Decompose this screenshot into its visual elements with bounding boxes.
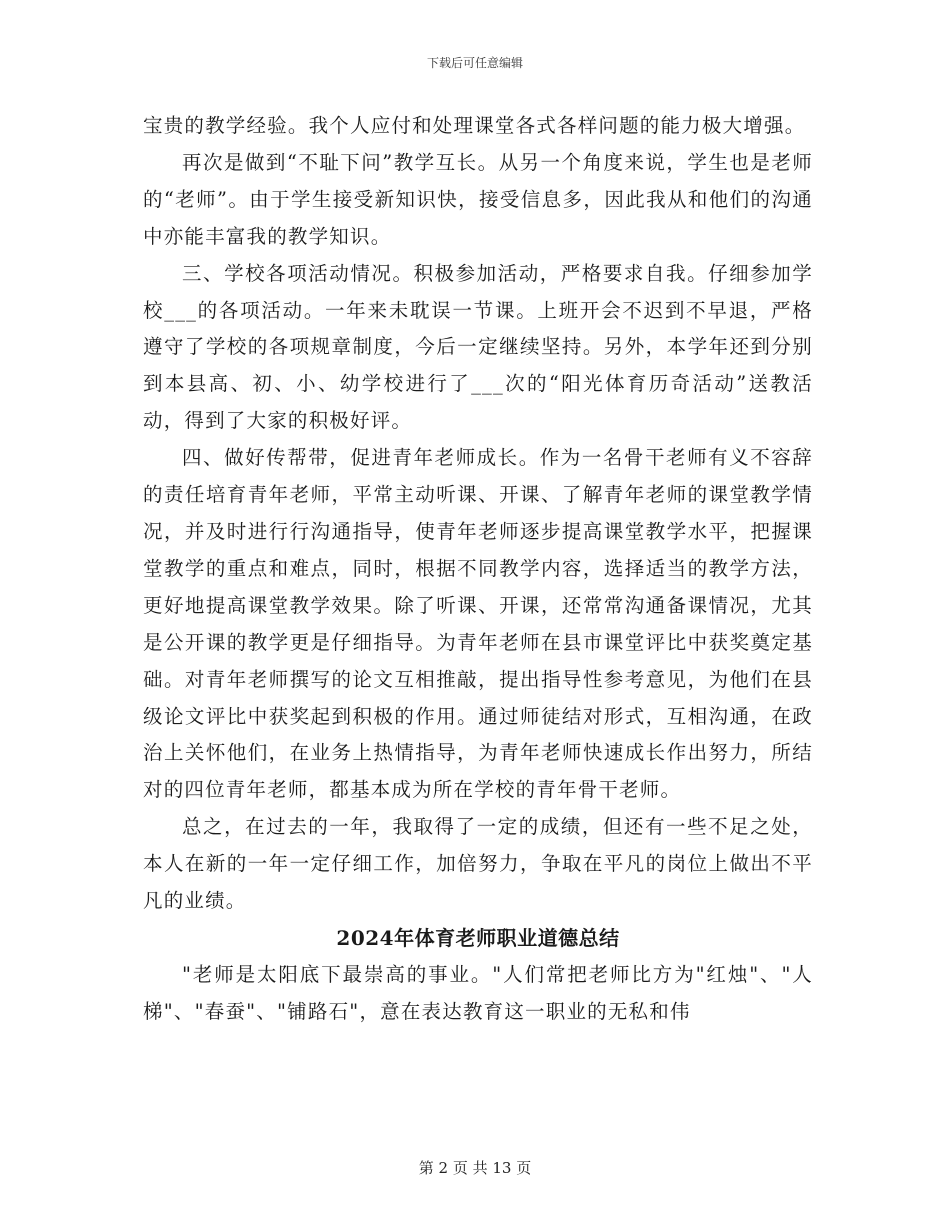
paragraph-conclusion: 总之，在过去的一年，我取得了一定的成绩，但还有一些不足之处，本人在新的一年一定仔细工作，加倍努力，争取在平凡的岗位上做出不平凡的业绩。	[143, 815, 813, 913]
page-header: 下载后可任意编辑	[426, 56, 523, 70]
paragraph-school-activities: 三、学校各项活动情况。积极参加活动，严格要求自我。仔细参加学校___的各项活动。一年来未耽误一节课。上班开会不迟到不早退，严格遵守了学校的各项规章制度，今后一定继续坚持。另外，本学年还到分别到本县高、初、小、幼学校进行了___次的“阳光体育历奇活动”送教活动，得到了大家的积极好评。	[143, 261, 813, 433]
document-body	[143, 108, 813, 1031]
paragraph-learning-from-students: 再次是做到“不耻下问”教学互长。从另一个角度来说，学生也是老师的“老师”。由于学生接受新知识快，接受信息多，因此我从和他们的沟通中亦能丰富我的教学知识。	[143, 150, 813, 248]
paragraph-continuation: 宝贵的教学经验。我个人应付和处理课堂各式各样问题的能力极大增强。	[143, 114, 806, 137]
page-footer: 第 2 页 共 13 页	[418, 1159, 532, 1177]
paragraph-mentoring: 四、做好传帮带，促进青年老师成长。作为一名骨干老师有义不容辞的责任培育青年老师，平常主动听课、开课、了解青年老师的课堂教学情况，并及时进行行沟通指导，使青年老师逐步提高课堂教学水平，把握课堂教学的重点和难点，同时，根据不同教学内容，选择适当的教学方法，更好地提高课堂教学效果。除了听课、开课，还常常沟通备课情况，尤其是公开课的教学更是仔细指导。为青年老师在县市课堂评比中获奖奠定基础。对青年老师撰写的论文互相推敲，提出指导性参考意见，为他们在县级论文评比中获奖起到积极的作用。通过师徒结对形式，互相沟通，在政治上关怀他们，在业务上热情指导，为青年老师快速成长作出努力，所结对的四位青年老师，都基本成为所在学校的青年骨干老师。	[143, 446, 813, 802]
section-title: 2024年体育老师职业道德总结	[336, 925, 620, 950]
paragraph-section-intro: "老师是太阳底下最崇高的事业。"人们常把老师比方为"红烛"、"人梯"、"春蚕"、"铺路石"，意在表达教育这一职业的无私和伟	[143, 962, 813, 1023]
